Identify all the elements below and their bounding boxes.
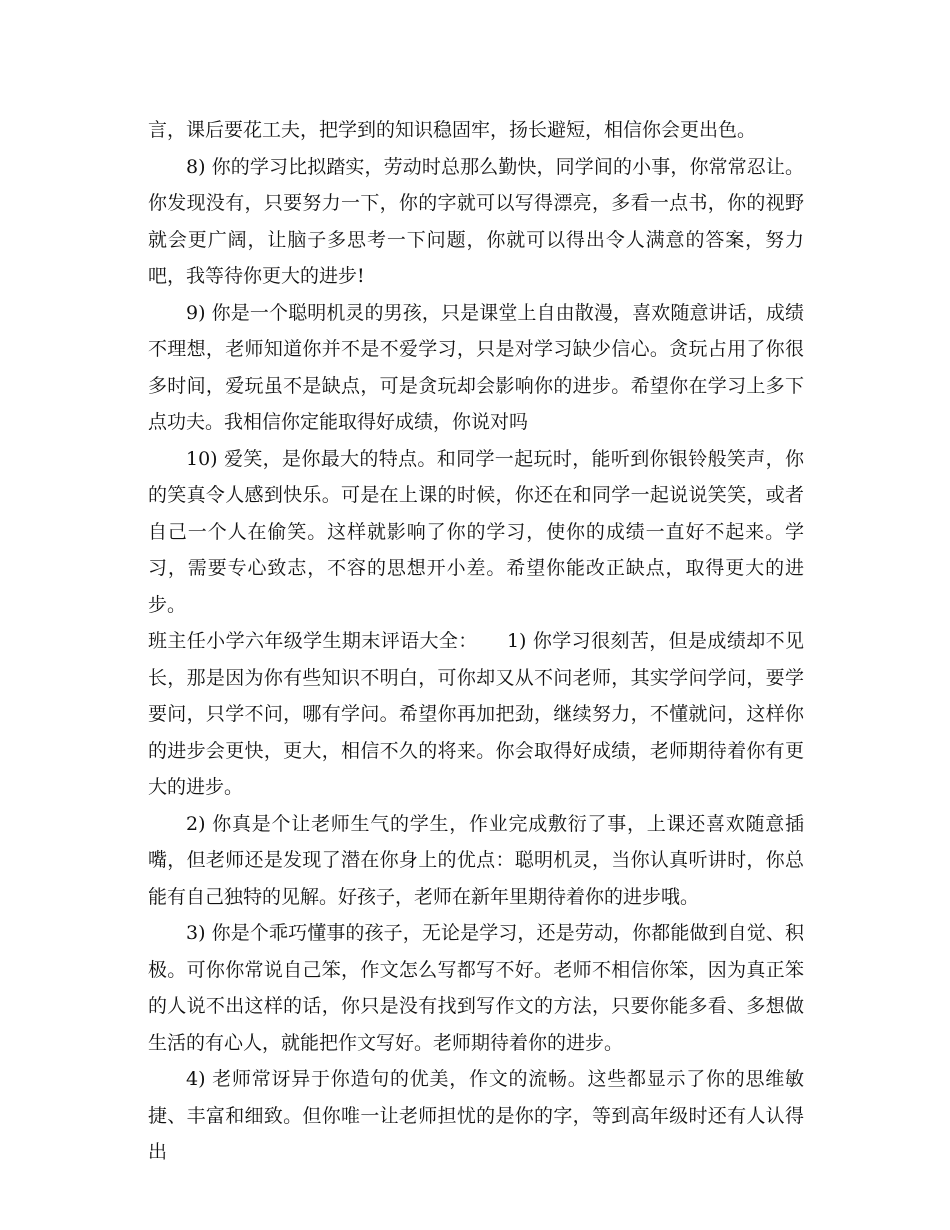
paragraph-comment-9: 9) 你是一个聪明机灵的男孩，只是课堂上自由散漫，喜欢随意讲话，成绩不理想，老师知道你并不是不爱学习，只是对学习缺少信心。贪玩占用了你很多时间，爱玩虽不是缺点，可是贪玩却会影响你的进步。希望你在学习上多下点功夫。我相信你定能取得好成绩，你说对吗 [148, 301, 804, 433]
paragraph-comment-10: 10) 爱笑，是你最大的特点。和同学一起玩时，能听到你银铃般笑声，你的笑真令人感到快乐。可是在上课的时候，你还在和同学一起说说笑笑，或者自己一个人在偷笑。这样就影响了你的学习，使你的成绩一直好不起来。学习，需要专心致志，不容的思想开小差。希望你能改正缺点，取得更大的进步。 [148, 447, 804, 616]
paragraph-comment-8: 8) 你的学习比拟踏实，劳动时总那么勤快，同学间的小事，你常常忍让。你发现没有，只要努力一下，你的字就可以写得漂亮，多看一点书，你的视野就会更广阔，让脑子多思考一下问题，你就可以得出令人满意的答案，努力吧，我等待你更大的进步! [148, 155, 804, 287]
paragraph-continuation: 言，课后要花工夫，把学到的知识稳固牢，扬长避短，相信你会更出色。 [148, 119, 757, 141]
document-body [148, 112, 804, 1171]
paragraph-comment-2: 2) 你真是个让老师生气的学生，作业完成敷衍了事，上课还喜欢随意插嘴，但老师还是发现了潜在你身上的优点：聪明机灵，当你认真听讲时，你总能有自己独特的见解。好孩子，老师在新年里期待着你的进步哦。 [148, 812, 804, 908]
paragraph-comment-3: 3) 你是个乖巧懂事的孩子，无论是学习，还是劳动，你都能做到自觉、积极。可你你常说自己笨，作文怎么写都写不好。老师不相信你笨，因为真正笨的人说不出这样的话，你只是没有找到写作文的方法，只要你能多看、多想做生活的有心人，就能把作文写好。老师期待着你的进步。 [148, 922, 804, 1054]
paragraph-section-heading-comment-1: 班主任小学六年级学生期末评语大全： 1) 你学习很刻苦，但是成绩却不见长，那是因为你有些知识不明白，可你却又从不问老师，其实学问学问，要学要问，只学不问，哪有学问。希望你再加把劲，继续努力，不懂就问，这样你的进步会更快，更大，相信不久的将来。你会取得好成绩，老师期待着你有更大的进步。 [148, 630, 804, 798]
paragraph-comment-4: 4) 老师常讶异于你造句的优美，作文的流畅。这些都显示了你的思维敏捷、丰富和细致。但你唯一让老师担忧的是你的字，等到高年级时还有人认得出 [148, 1068, 804, 1163]
